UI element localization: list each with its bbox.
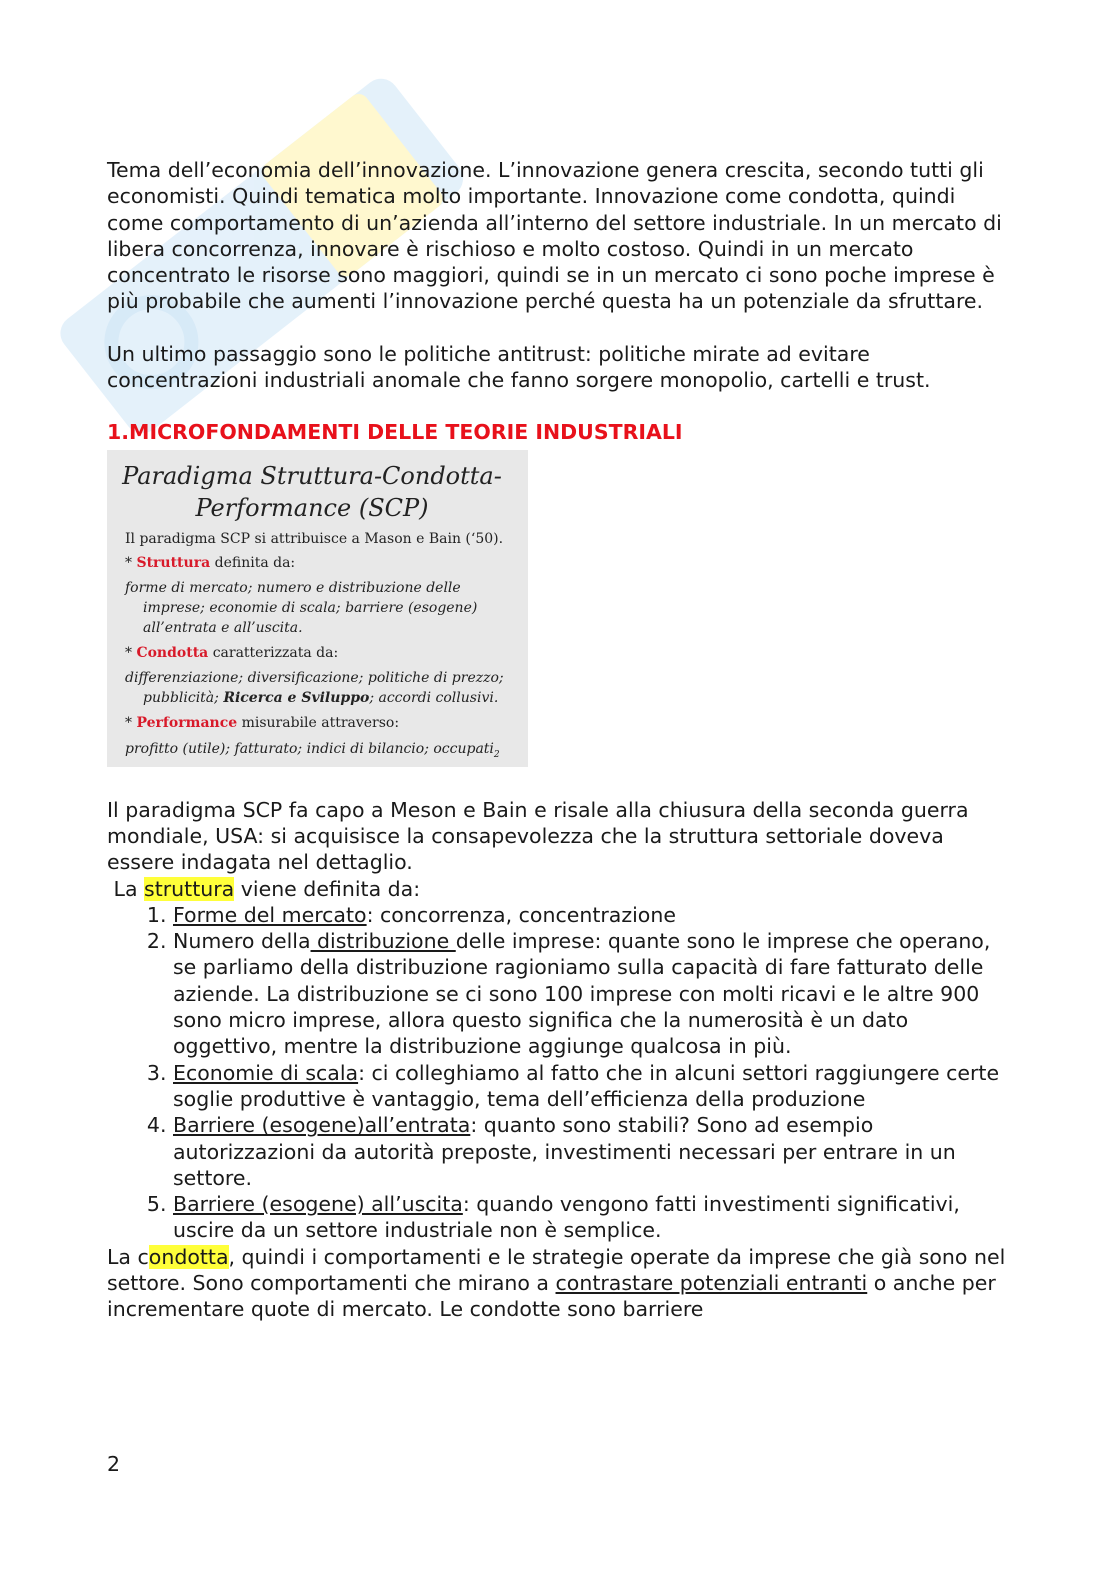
scp-performance-desc	[125, 740, 500, 764]
list-item-term: distribuzione	[310, 929, 456, 954]
struttura-intro	[107, 876, 1007, 902]
scp-performance-tail: misurabile attraverso:	[241, 714, 400, 731]
scp-bullet: *	[125, 644, 132, 661]
scp-slide-image	[107, 450, 528, 767]
scp-condotta-desc-2	[143, 689, 498, 707]
condotta-paragraph	[107, 1244, 1007, 1323]
scp-struttura-desc-2: imprese; economie di scala; barriere (esogene)	[143, 599, 478, 616]
scp-slide-title	[107, 460, 517, 524]
list-item-pre: Numero della	[173, 929, 311, 954]
list-item-text: : quando vengono fatti investimenti significativi, uscire da un settore industriale non è semplice.	[173, 1192, 960, 1243]
scp-struttura-desc-1: forme di mercato; numero e distribuzione delle	[125, 579, 461, 596]
list-item-term: Forme del mercato	[173, 902, 367, 927]
list-item	[173, 902, 1007, 928]
condotta-pre: La c	[107, 1244, 149, 1269]
struttura-list	[107, 902, 1007, 1244]
scp-struttura-line	[125, 554, 295, 572]
scp-condotta-desc-2a: pubblicità;	[143, 689, 219, 706]
condotta-post: o anche per incrementare quote di mercato. Le condotte sono barriere	[107, 1271, 996, 1322]
scp-condotta-desc-2c: ; accordi collusivi.	[369, 689, 499, 706]
page-number: 2	[107, 1452, 121, 1476]
struttura-highlight: struttura	[144, 876, 235, 901]
list-item-text: delle imprese: quante sono le imprese che operano, se parliamo della distribuzione ragioniamo sulla capacità di fare fatturato delle aziende. La distribuzione se ci sono 100 imprese con molti ricavi e le altre 900 sono micro imprese, allora questo significa che la numerosità è un dato oggettivo, mentre la distribuzione aggiunge qualcosa in più.	[173, 929, 991, 1059]
condotta-highlight: ondotta	[148, 1244, 229, 1269]
intro-paragraph: Tema dell’economia dell’innovazione. L’innovazione genera crescita, secondo tutti gli economisti. Quindi tematica molto importante. Innovazione come condotta, quindi come comportamento di un’azienda all’interno del settore industriale. In un mercato di libera concorrenza, innovare è rischioso e molto costoso. Quindi in un mercato concentrato le risorse sono maggiori, quindi se in un mercato ci sono poche imprese è più probabile che aumenti l’innovazione perché questa ha un potenziale da sfruttare.	[107, 158, 1002, 314]
list-item	[173, 1191, 1007, 1244]
scp-struttura-label: Struttura	[136, 554, 211, 571]
scp-condotta-desc-1: differenziazione; diversificazione; politiche di prezzo;	[125, 669, 504, 686]
scp-title-line2: Performance (SCP)	[195, 493, 429, 522]
list-item-term: Barriere (esogene) all’uscita	[173, 1192, 463, 1217]
scp-slide-number: 2	[493, 749, 500, 760]
scp-struttura-desc-3: all’entrata e all’uscita.	[143, 619, 303, 636]
list-item-text: : quanto sono stabili? Sono ad esempio autorizzazioni da autorità preposte, investimenti necessari per entrare in un settore.	[173, 1113, 956, 1190]
page-content	[107, 157, 1007, 1323]
scp-intro: Il paradigma SCP si attribuisce a Mason e Bain (‘50).	[125, 530, 504, 547]
struttura-pre: La	[113, 876, 145, 901]
scp-performance-line	[125, 714, 399, 732]
struttura-post: viene definita da:	[234, 876, 421, 901]
condotta-mid: , quindi i comportamenti e le strategie operate da imprese che già sono nel settore. Sono comportamenti che mirano a	[107, 1244, 1006, 1296]
list-item	[173, 928, 1007, 1059]
scp-performance-desc-text: profitto (utile); fatturato; indici di bilancio; occupati	[125, 740, 494, 757]
scp-performance-label: Performance	[136, 714, 238, 731]
scp-bullet: *	[125, 554, 132, 571]
scp-bullet: *	[125, 714, 132, 731]
scp-condotta-label: Condotta	[136, 644, 209, 661]
list-item	[173, 1060, 1007, 1113]
antitrust-paragraph: Un ultimo passaggio sono le politiche antitrust: politiche mirate ad evitare concentrazioni industriali anomale che fanno sorgere monopolio, cartelli e trust.	[107, 341, 931, 393]
list-item	[173, 1112, 1007, 1191]
scp-paragraph: Il paradigma SCP fa capo a Meson e Bain e risale alla chiusura della seconda guerra mondiale, USA: si acquisisce la consapevolezza che la struttura settoriale doveva essere indagata nel dettaglio.	[107, 797, 969, 875]
list-item-text: : ci colleghiamo al fatto che in alcuni settori raggiungere certe soglie produttive è vantaggio, tema dell’efficienza della produzione	[173, 1060, 1000, 1111]
section-heading: 1.MICROFONDAMENTI DELLE TEORIE INDUSTRIALI	[107, 420, 683, 445]
scp-condotta-tail: caratterizzata da:	[212, 644, 339, 661]
condotta-underlined: contrastare potenziali entranti	[555, 1271, 868, 1296]
list-item-term: Economie di scala	[173, 1060, 359, 1085]
list-item-text: : concorrenza, concentrazione	[366, 902, 676, 927]
list-item-term: Barriere (esogene)all’entrata	[173, 1113, 471, 1138]
scp-condotta-desc-2b: Ricerca e Sviluppo	[223, 689, 370, 706]
scp-struttura-tail: definita da:	[214, 554, 296, 571]
scp-condotta-line	[125, 644, 338, 662]
scp-title-line1: Paradigma Struttura-Condotta-	[122, 461, 502, 490]
